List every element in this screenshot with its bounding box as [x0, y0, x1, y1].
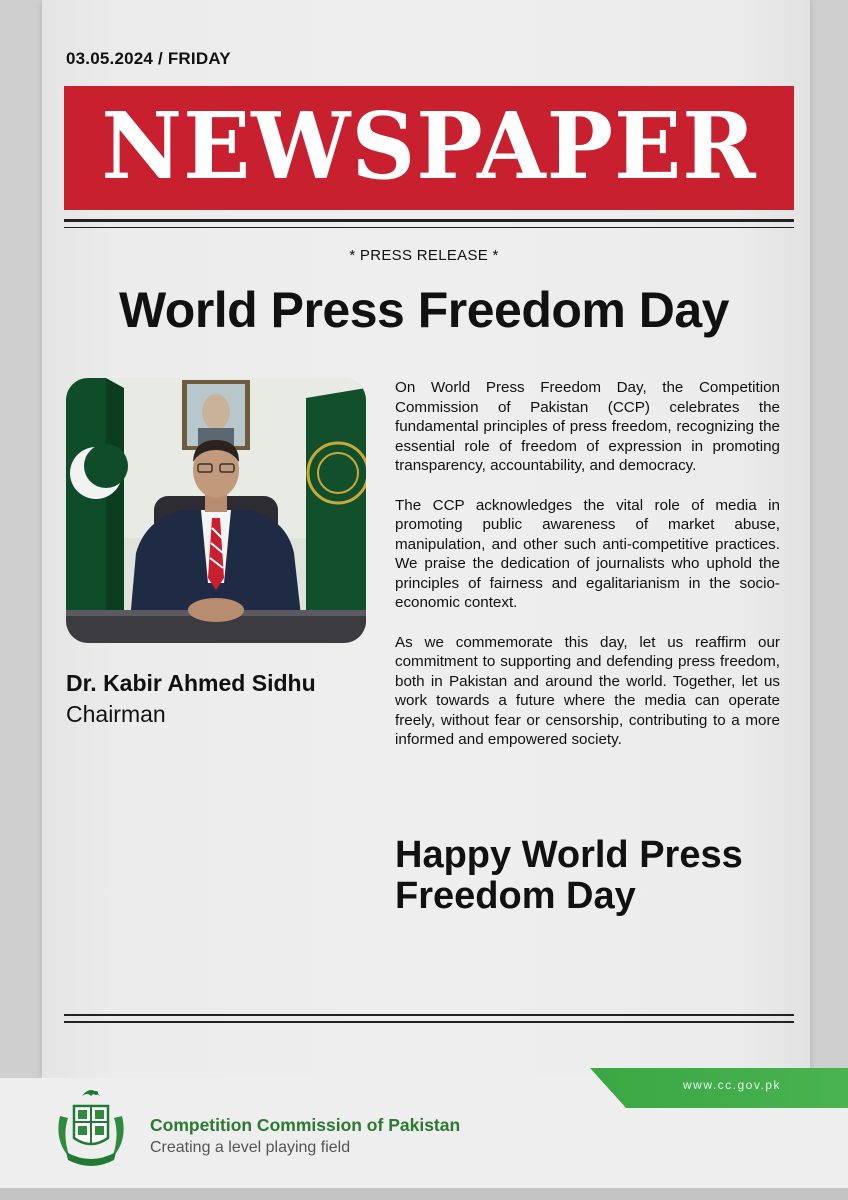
article-body: [395, 378, 780, 770]
chairman-name: Dr. Kabir Ahmed Sidhu: [66, 670, 316, 696]
masthead-banner: [64, 86, 794, 210]
masthead-rule-thick: [64, 219, 794, 222]
chairman-photo: [66, 378, 366, 643]
article-paragraph-3: As we commemorate this day, let us reaffirm our commitment to supporting and defending press freedom, both in Pakistan and around the world. Together, let us work towards a future where the media can operate freely, without fear or censorship, contributing to a more informed and empowered society.: [395, 633, 780, 748]
article-paragraph-1: On World Press Freedom Day, the Competition Commission of Pakistan (CCP) celebrates the fundamental principles of press freedom, recognizing the essential role of freedom of expression in promoting transparency, accountability, and democracy.: [395, 379, 780, 474]
headline: World Press Freedom Day: [118, 282, 729, 338]
press-release-kicker: * PRESS RELEASE *: [349, 247, 499, 264]
bottom-rule-2: [64, 1021, 794, 1023]
government-emblem-icon: [52, 1086, 130, 1170]
article-paragraph-2: The CCP acknowledges the vital role of media in promoting public awareness of market abuse, manipulation, and other such anti-competitive practices. We praise the dedication of journalists who uphold the principles of fairness and egalitarianism in the socio-economic context.: [395, 496, 780, 611]
issue-date: 03.05.2024 / FRIDAY: [66, 49, 231, 68]
closing-greeting: Happy World Press Freedom Day: [395, 834, 743, 917]
masthead-title: NEWSPAPER: [101, 92, 757, 200]
footer-bottom-band: [0, 1188, 848, 1200]
organization-name: Competition Commission of Pakistan: [150, 1115, 461, 1135]
masthead-rule-thin: [64, 227, 794, 228]
bottom-rule-1: [64, 1014, 794, 1016]
website-link[interactable]: www.cc.gov.pk: [683, 1078, 781, 1092]
organization-tagline: Creating a level playing field: [150, 1139, 351, 1156]
chairman-title: Chairman: [66, 701, 166, 727]
